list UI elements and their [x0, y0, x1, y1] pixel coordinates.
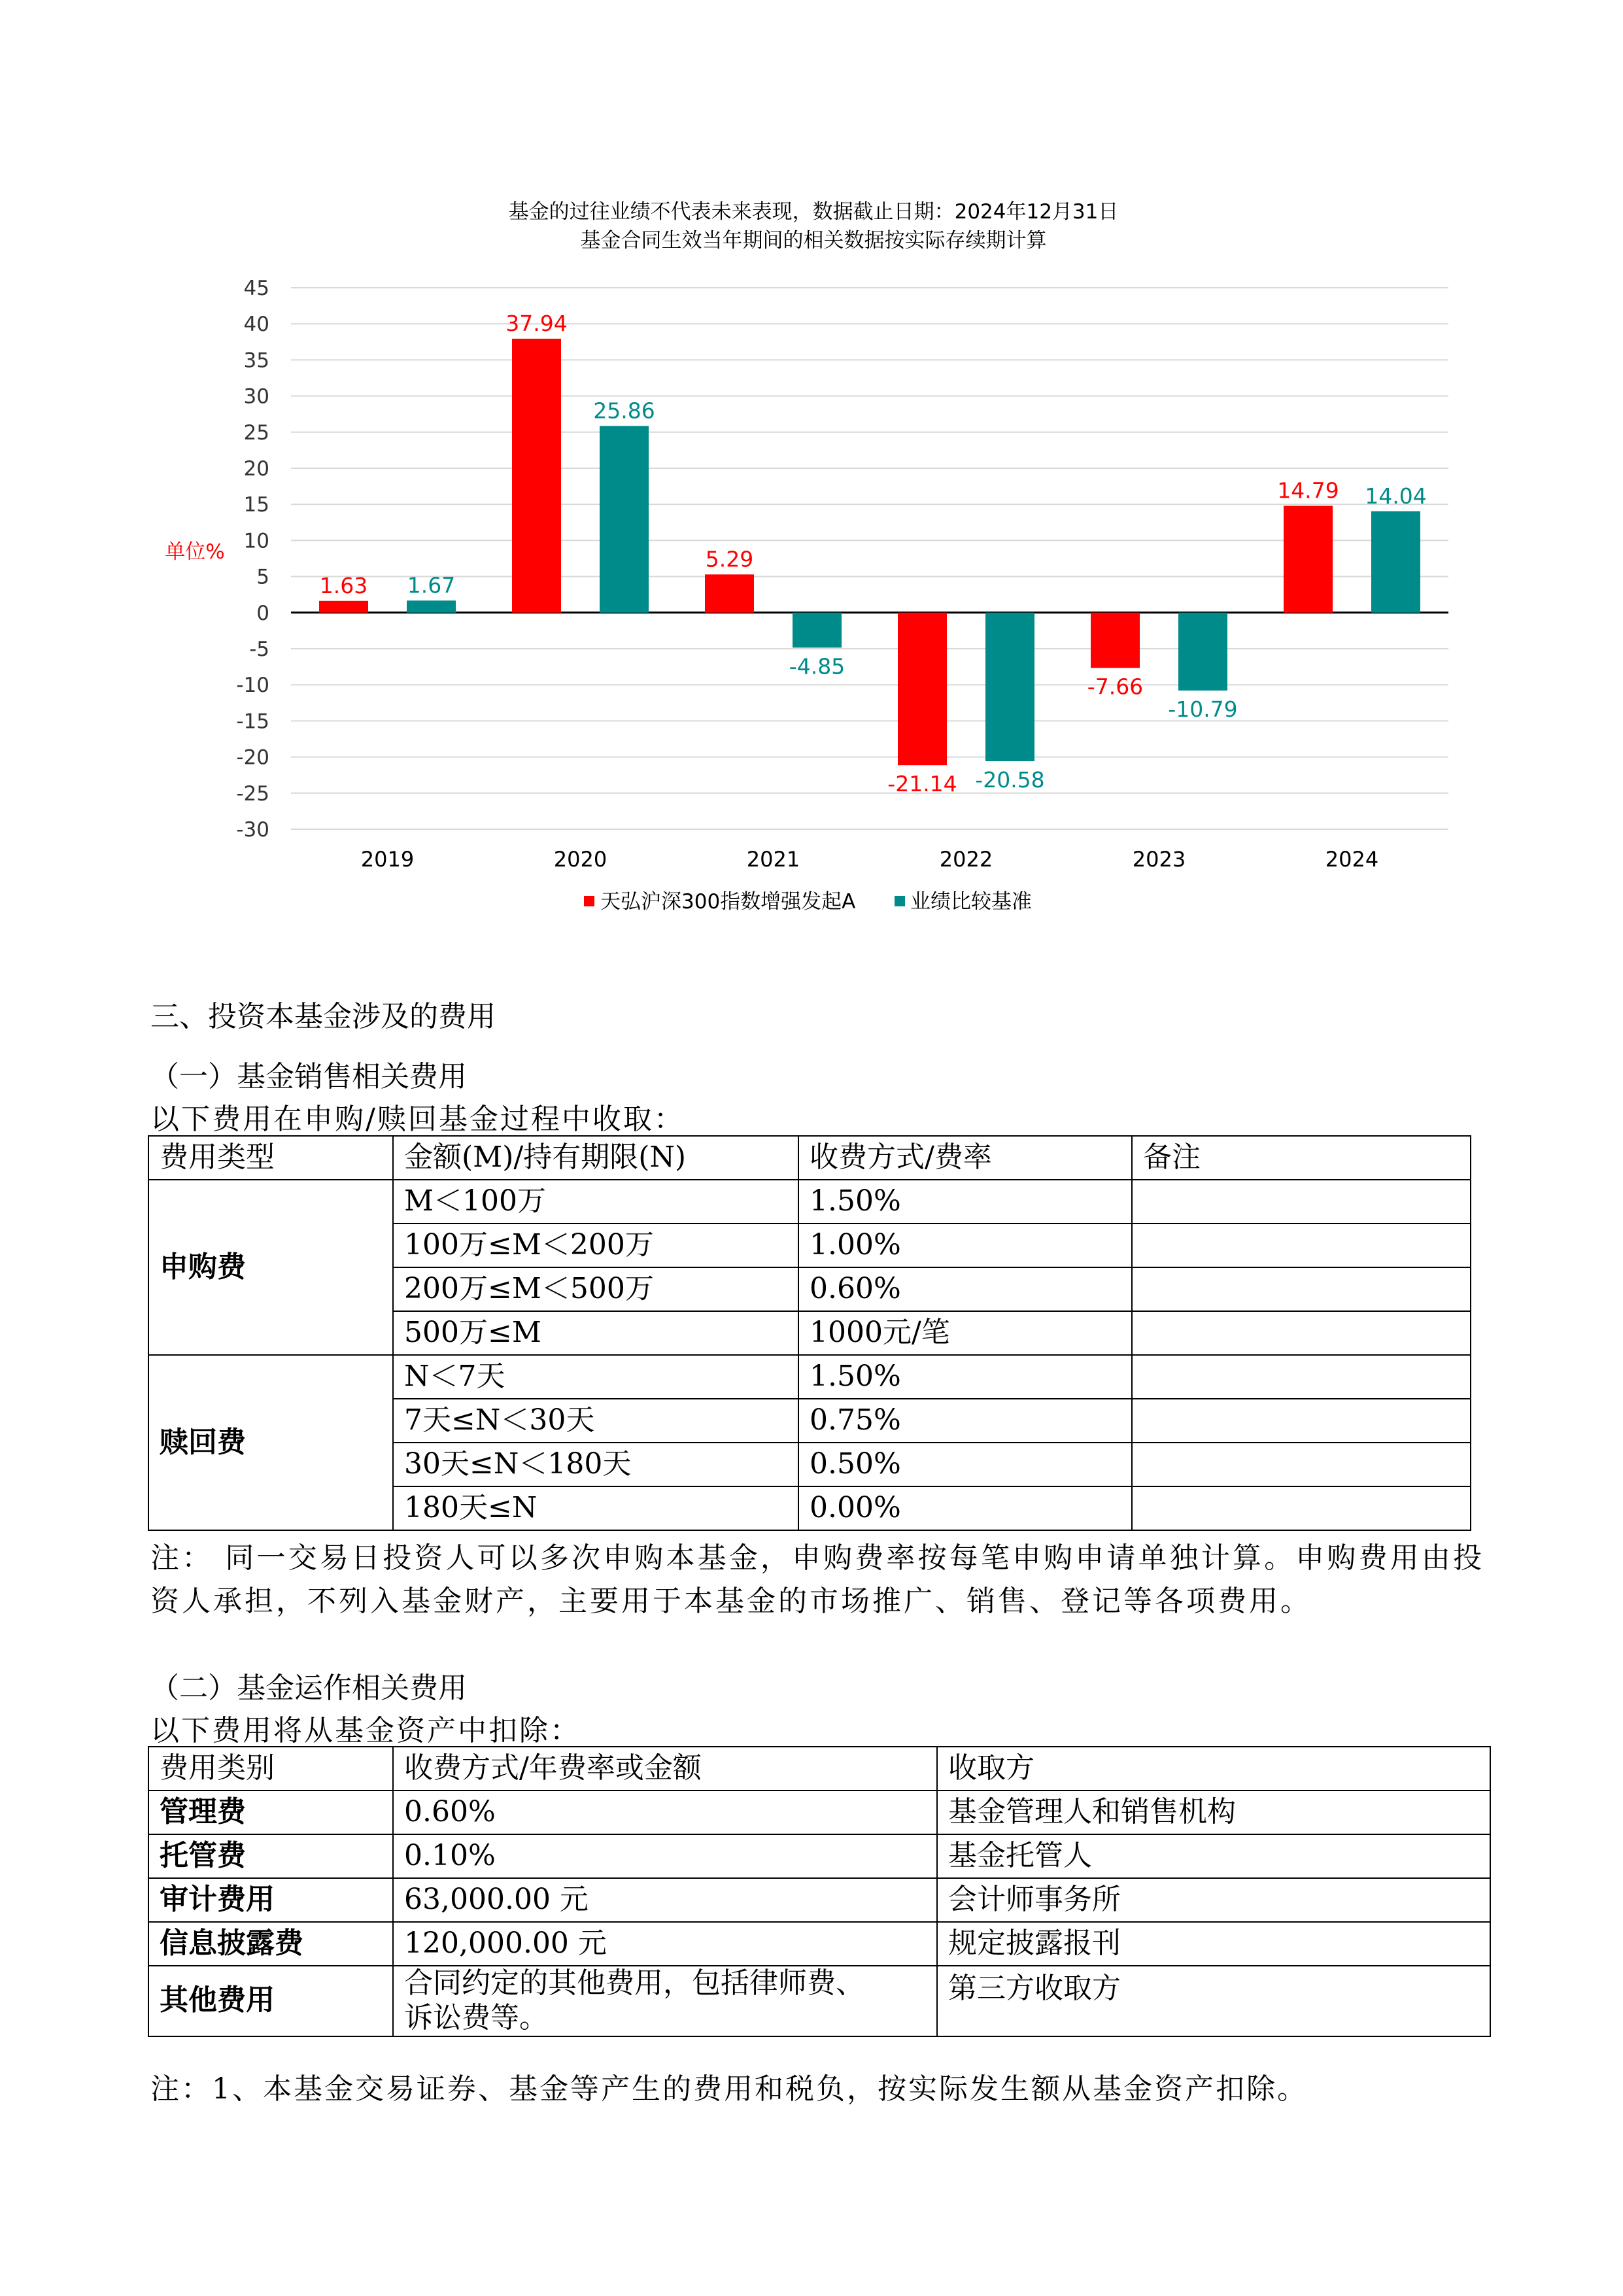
sales-fees-note: 注： 同一交易日投资人可以多次申购本基金，申购费率按每笔申购申请单独计算。申购费用由投资人承担，不列入基金财产，主要用于本基金的市场推广、销售、登记等各项费用。 [150, 1541, 1484, 1618]
table-row [148, 1791, 1490, 1834]
bar [407, 600, 456, 612]
bar [319, 601, 368, 613]
note-cell [1132, 1443, 1471, 1486]
fee-type-subscription: 申购费 [148, 1180, 393, 1355]
table-row [148, 1355, 1471, 1399]
note-cell [1132, 1224, 1471, 1267]
y-axis-label: 单位% [165, 540, 225, 564]
x-tick-label: 2021 [746, 847, 800, 872]
range-cell: 100万≤M＜200万 [393, 1224, 798, 1267]
data-label: 1.63 [319, 572, 368, 598]
rate-cell: 0.50% [798, 1443, 1132, 1486]
table-header-row [148, 1747, 1490, 1791]
bar [1091, 613, 1140, 668]
header-cell: 收取方 [937, 1747, 1490, 1791]
data-label: -10.79 [1168, 696, 1238, 722]
range-cell: 500万≤M [393, 1311, 798, 1355]
fee-name-cell: 管理费 [148, 1791, 393, 1834]
data-label: -21.14 [887, 771, 957, 797]
y-tick-label: 40 [243, 313, 269, 337]
rate-cell: 0.75% [798, 1399, 1132, 1443]
header-cell: 收费方式/费率 [798, 1136, 1132, 1180]
y-tick-label: 20 [243, 457, 269, 481]
operation-fees-heading: （二）基金运作相关费用 [150, 1671, 467, 1705]
note-cell [1132, 1399, 1471, 1443]
note-cell [1132, 1355, 1471, 1399]
fee-payee-cell: 会计师事务所 [937, 1878, 1490, 1922]
rate-cell: 0.00% [798, 1486, 1132, 1530]
y-tick-label: -30 [236, 818, 269, 842]
y-tick-label: 30 [243, 385, 269, 409]
y-tick-label: 10 [243, 529, 269, 553]
bar [600, 426, 649, 612]
legend-label: 业绩比较基准 [910, 890, 1032, 914]
rate-cell: 0.60% [798, 1267, 1132, 1311]
bar [1284, 506, 1333, 613]
fee-amount-line: 合同约定的其他费用，包括律师费、 [404, 1966, 864, 2000]
bar [985, 613, 1034, 761]
chart-title-line: 基金合同生效当年期间的相关数据按实际存续期计算 [580, 229, 1047, 252]
table-header-row [148, 1136, 1471, 1180]
header-cell: 备注 [1132, 1136, 1471, 1180]
x-tick-label: 2023 [1132, 847, 1186, 872]
sales-fees-heading: （一）基金销售相关费用 [150, 1060, 467, 1093]
fee-payee-cell: 基金管理人和销售机构 [937, 1791, 1490, 1834]
y-tick-label: -10 [236, 674, 269, 698]
data-label: 1.67 [407, 572, 456, 598]
table-row [148, 1966, 1490, 2036]
bar [898, 613, 947, 765]
bar [1178, 613, 1227, 691]
y-tick-label: 15 [243, 493, 269, 517]
legend-label: 天弘沪深300指数增强发起A [600, 890, 856, 914]
fee-name-cell: 信息披露费 [148, 1922, 393, 1966]
y-tick-label: -20 [236, 745, 269, 770]
y-tick-label: 5 [256, 565, 269, 589]
bar [1371, 511, 1420, 613]
performance-bar-chart [0, 0, 1623, 948]
rate-cell: 1.50% [798, 1180, 1132, 1224]
chart-title-line: 基金的过往业绩不代表未来表现，数据截止日期：2024年12月31日 [508, 200, 1119, 224]
range-cell: 7天≤N＜30天 [393, 1399, 798, 1443]
range-cell: 200万≤M＜500万 [393, 1267, 798, 1311]
operation-fees-intro: 以下费用将从基金资产中扣除： [150, 1714, 581, 1747]
data-label: -20.58 [975, 767, 1045, 793]
data-label: 25.86 [593, 398, 655, 424]
fee-amount-cell: 0.60% [393, 1791, 937, 1834]
header-cell: 金额(M)/持有期限(N) [393, 1136, 798, 1180]
rate-cell: 1.00% [798, 1224, 1132, 1267]
x-tick-label: 2024 [1325, 847, 1379, 872]
rate-cell: 1000元/笔 [798, 1311, 1132, 1355]
header-cell: 收费方式/年费率或金额 [393, 1747, 937, 1791]
data-label: -7.66 [1087, 674, 1144, 700]
fee-amount-cell: 0.10% [393, 1834, 937, 1878]
bar [512, 339, 561, 613]
note-cell [1132, 1267, 1471, 1311]
range-cell: M＜100万 [393, 1180, 798, 1224]
table-row [148, 1878, 1490, 1922]
range-cell: N＜7天 [393, 1355, 798, 1399]
operation-fees-note: 注：1、本基金交易证券、基金等产生的费用和税负，按实际发生额从基金资产扣除。 [150, 2072, 1308, 2106]
table-row [148, 1834, 1490, 1878]
y-tick-label: -25 [236, 781, 269, 806]
sales-fee-table [148, 1135, 1471, 1531]
y-tick-label: -5 [249, 638, 269, 661]
section-title: 三、投资本基金涉及的费用 [150, 1000, 496, 1033]
header-cell: 费用类型 [148, 1136, 393, 1180]
fee-amount-line: 诉讼费等。 [404, 2000, 548, 2034]
fee-payee-cell: 第三方收取方 [937, 1966, 1490, 2036]
y-tick-label: -15 [236, 710, 269, 734]
note-cell [1132, 1180, 1471, 1224]
legend-swatch [895, 896, 905, 906]
data-label: -4.85 [789, 653, 846, 679]
data-label: 14.79 [1277, 477, 1339, 504]
x-tick-label: 2022 [939, 847, 993, 872]
data-label: 37.94 [505, 310, 568, 336]
fee-name-cell: 托管费 [148, 1834, 393, 1878]
fee-payee-cell: 基金托管人 [937, 1834, 1490, 1878]
y-tick-label: 25 [243, 420, 269, 445]
fee-type-redemption: 赎回费 [148, 1355, 393, 1530]
table-row [148, 1180, 1471, 1224]
fee-amount-cell: 63,000.00 元 [393, 1878, 937, 1922]
operation-fee-table [148, 1746, 1491, 2037]
header-cell: 费用类别 [148, 1747, 393, 1791]
fee-payee-cell: 规定披露报刊 [937, 1922, 1490, 1966]
note-cell [1132, 1486, 1471, 1530]
note-cell [1132, 1311, 1471, 1355]
fee-amount-cell [393, 1966, 937, 2036]
y-tick-label: 45 [243, 277, 269, 300]
y-tick-label: 35 [243, 349, 269, 373]
legend-swatch [584, 896, 594, 906]
fee-name-cell: 审计费用 [148, 1878, 393, 1922]
bar [705, 574, 754, 612]
fee-amount-cell: 120,000.00 元 [393, 1922, 937, 1966]
x-tick-label: 2020 [553, 847, 607, 872]
data-label: 14.04 [1365, 483, 1427, 509]
table-row [148, 1922, 1490, 1966]
bar [793, 613, 842, 648]
data-label: 5.29 [705, 546, 754, 572]
sales-fees-intro: 以下费用在申购/赎回基金过程中收取： [150, 1103, 685, 1136]
range-cell: 30天≤N＜180天 [393, 1443, 798, 1486]
x-tick-label: 2019 [360, 847, 415, 872]
fee-name-cell: 其他费用 [148, 1966, 393, 2036]
rate-cell: 1.50% [798, 1355, 1132, 1399]
y-tick-label: 0 [256, 601, 269, 625]
range-cell: 180天≤N [393, 1486, 798, 1530]
